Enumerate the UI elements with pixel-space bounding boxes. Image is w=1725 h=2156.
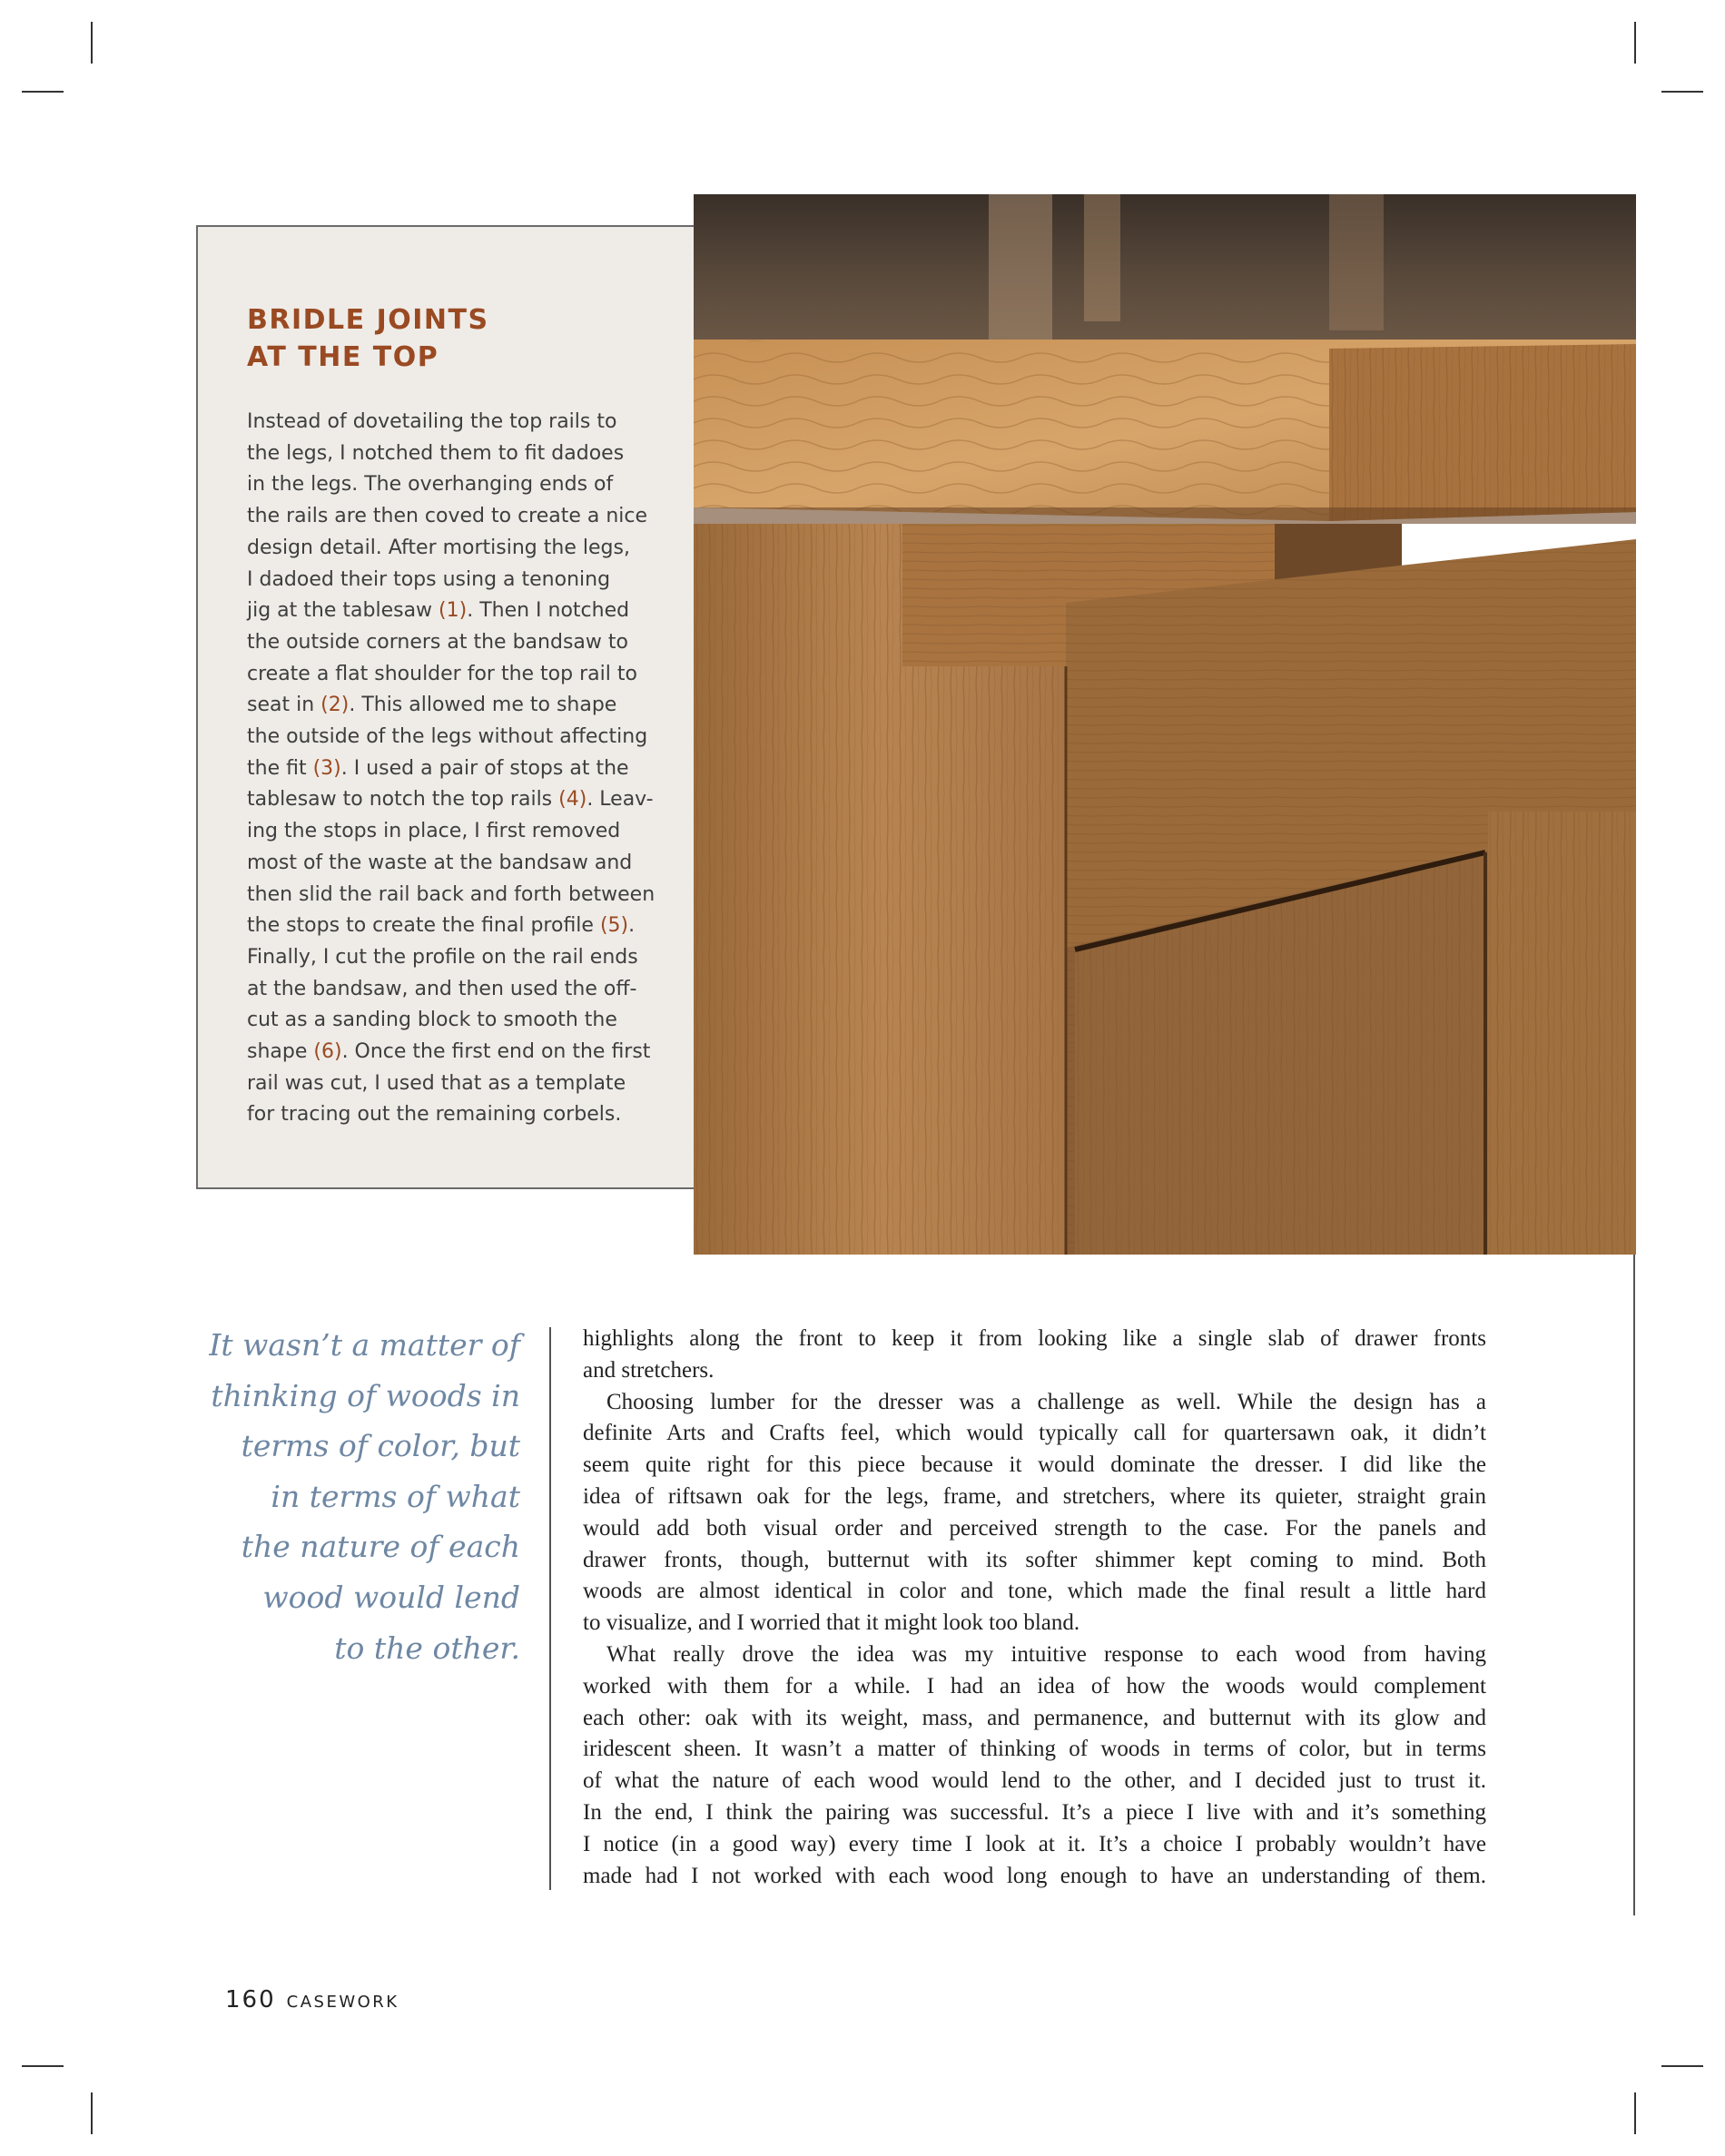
photo-bg-post (989, 194, 1052, 340)
sidebar-text-run: shape (247, 1040, 314, 1064)
sidebar-body-line (247, 659, 655, 691)
sidebar-body-line (247, 627, 655, 659)
body-text-line: In the end, I think the pairing was successful. It’s a piece I live with and it’s something (583, 1799, 1486, 1825)
crop-mark-bottom-right (1634, 2092, 1636, 2134)
sidebar-text-run: the legs, I notched them to fit dadoes (247, 441, 625, 465)
sidebar-text-run: rail was cut, I used that as a template (247, 1071, 626, 1095)
body-text-line: woods are almost identical in color and tone, which made the final result a little hard (583, 1579, 1486, 1604)
sidebar-body-line (247, 722, 655, 753)
sidebar-text-run: the rails are then coved to create a nice (247, 505, 648, 528)
body-text-line: drawer fronts, though, butternut with its softer shimmer kept coming to mind. Both (583, 1547, 1486, 1572)
crop-mark-top-right-h (1661, 91, 1703, 93)
pull-quote-line: in terms of what (271, 1478, 520, 1514)
body-text-line: would add both visual order and perceived strength to the case. For the panels and (583, 1515, 1486, 1541)
pull-quote-line: terms of color, but (241, 1428, 520, 1464)
side-stile-grain (1488, 812, 1636, 1255)
table-top-grain (694, 340, 1329, 519)
pull-quote-rule (549, 1327, 551, 1890)
column-rule-right (1633, 1255, 1635, 1915)
sidebar-text-run: jig at the tablesaw (247, 599, 439, 623)
body-text-line: worked with them for a while. I had an idea of how the woods would complement (583, 1673, 1486, 1698)
sidebar-body-line (247, 438, 655, 470)
sidebar-text-run: . This allowed me to shape (349, 694, 617, 717)
body-text-line: Choosing lumber for the dresser was a challenge as well. While the design has a (606, 1389, 1486, 1414)
photo-bg-post (1084, 194, 1120, 321)
sidebar-body-line (247, 1037, 655, 1068)
sidebar-text-run: then slid the rail back and forth between (247, 882, 656, 906)
step-reference: (5) (599, 914, 629, 938)
crop-mark-bottom-left-h (22, 2065, 64, 2067)
body-text-line: made had I not worked with each wood long enough to have an understanding of them. (583, 1863, 1486, 1888)
sidebar-text-run: the outside corners at the bandsaw to (247, 630, 628, 654)
crop-mark-top-left (91, 22, 93, 64)
sidebar-text-run: . Then I notched (467, 599, 630, 623)
crop-mark-bottom-right-h (1661, 2065, 1703, 2067)
sidebar-body-line (247, 848, 655, 880)
sidebar-text-run: the outside of the legs without affecting (247, 725, 648, 749)
body-text-line: What really drove the idea was my intuitive response to each wood from having (606, 1641, 1486, 1667)
sidebar-text-run: the stops to create the final profile (247, 914, 600, 938)
sidebar-text-run: . Leav- (586, 788, 654, 812)
sidebar-title (247, 301, 489, 376)
page-footer (225, 1986, 399, 2013)
sidebar-body-line (247, 596, 655, 627)
pull-quote-line: the nature of each (241, 1529, 520, 1565)
sidebar-body-line (247, 880, 655, 911)
body-text-line: idea of riftsawn oak for the legs, frame, and stretchers, where its quieter, straight grain (583, 1483, 1486, 1509)
step-reference: (2) (320, 694, 350, 717)
body-text-line: of what the nature of each wood would lend to the other, and I decided just to trust it. (583, 1768, 1486, 1794)
sidebar-body-line (247, 784, 655, 816)
body-text-line: definite Arts and Crafts feel, which would typically call for quartersawn oak, it didn’t (583, 1421, 1486, 1446)
pull-quote-line: to the other. (334, 1629, 520, 1666)
furniture-photo (694, 194, 1636, 1255)
sidebar-text-run: create a flat shoulder for the top rail to (247, 662, 637, 685)
body-text-line: and stretchers. (583, 1357, 715, 1383)
sidebar-text-run: design detail. After mortising the legs, (247, 536, 630, 559)
sidebar-text-run: the fit (247, 756, 313, 780)
section-name: CASEWORK (286, 1993, 399, 2012)
crop-mark-top-left-h (22, 91, 64, 93)
photo-bg-post (1329, 194, 1384, 330)
sidebar-body-line (247, 565, 655, 596)
step-reference: (4) (558, 788, 587, 812)
sidebar-body-line (247, 816, 655, 848)
body-text-line: seem quite right for this piece because it would dominate the dresser. I did like the (583, 1452, 1486, 1478)
pull-quote-line: thinking of woods in (211, 1377, 520, 1413)
step-reference: (1) (439, 599, 468, 623)
sidebar-body-line (247, 407, 655, 438)
sidebar-text-run: tablesaw to notch the top rails (247, 788, 559, 812)
sidebar-title-line: AT THE TOP (247, 341, 439, 373)
sidebar-text-run: in the legs. The overhanging ends of (247, 473, 614, 497)
sidebar-text-run: . (628, 914, 636, 938)
body-text (583, 1324, 1486, 1892)
sidebar-text-run: . I used a pair of stops at the (340, 756, 629, 780)
sidebar-text-run: Instead of dovetailing the top rails to (247, 410, 617, 433)
sidebar-text-run: Finally, I cut the profile on the rail ends (247, 945, 638, 969)
body-text-line: each other: oak with its weight, mass, and permanence, and butternut with its glow and (583, 1705, 1486, 1730)
sidebar-text-run: seat in (247, 694, 321, 717)
pull-quote-line: It wasn’t a matter of (209, 1327, 520, 1363)
sidebar-body (247, 407, 655, 1131)
sidebar-body-line (247, 974, 655, 1006)
sidebar-body-line (247, 942, 655, 974)
sidebar-body-line (247, 1099, 655, 1131)
step-reference: (3) (312, 756, 341, 780)
sidebar-body-line (247, 501, 655, 533)
sidebar-text-run: at the bandsaw, and then used the off- (247, 977, 637, 1000)
body-text-line: to visualize, and I worried that it might look too bland. (583, 1610, 1080, 1636)
sidebar-body-line (247, 1068, 655, 1100)
step-reference: (6) (313, 1040, 342, 1064)
body-text-line: I notice (in a good way) every time I look at it. It’s a choice I probably wouldn’t have (583, 1831, 1486, 1856)
sidebar-text-run: cut as a sanding block to smooth the (247, 1009, 617, 1032)
sidebar-body-line (247, 533, 655, 565)
sidebar-body-line (247, 690, 655, 722)
sidebar-text-run: I dadoed their tops using a tenoning (247, 567, 611, 591)
body-text-line: iridescent sheen. It wasn’t a matter of thinking of woods in terms of color, but in terms (583, 1737, 1486, 1762)
sidebar-text-run: for tracing out the remaining corbels. (247, 1103, 622, 1127)
sidebar-title-line: BRIDLE JOINTS (247, 304, 489, 336)
sidebar-body-line (247, 753, 655, 785)
body-text-line: highlights along the front to keep it from looking like a single slab of drawer fronts (583, 1326, 1486, 1351)
pull-quote (182, 1320, 520, 1673)
pull-quote-line: wood would lend (262, 1579, 520, 1615)
table-top-edge (694, 507, 1636, 524)
sidebar-body-line (247, 1005, 655, 1037)
sidebar-text-run: . Once the first end on the first (341, 1040, 651, 1064)
sidebar-text-run: most of the waste at the bandsaw and (247, 851, 633, 874)
photo-background (694, 194, 1636, 340)
crop-mark-top-right (1634, 22, 1636, 64)
table-top-end-grain (1329, 344, 1636, 521)
sidebar-body-line (247, 911, 655, 942)
sidebar-box (196, 225, 694, 1189)
page-number: 160 (225, 1986, 276, 2013)
crop-mark-bottom-left (91, 2092, 93, 2134)
sidebar-text-run: ing the stops in place, I first removed (247, 820, 621, 843)
sidebar-body-line (247, 469, 655, 501)
